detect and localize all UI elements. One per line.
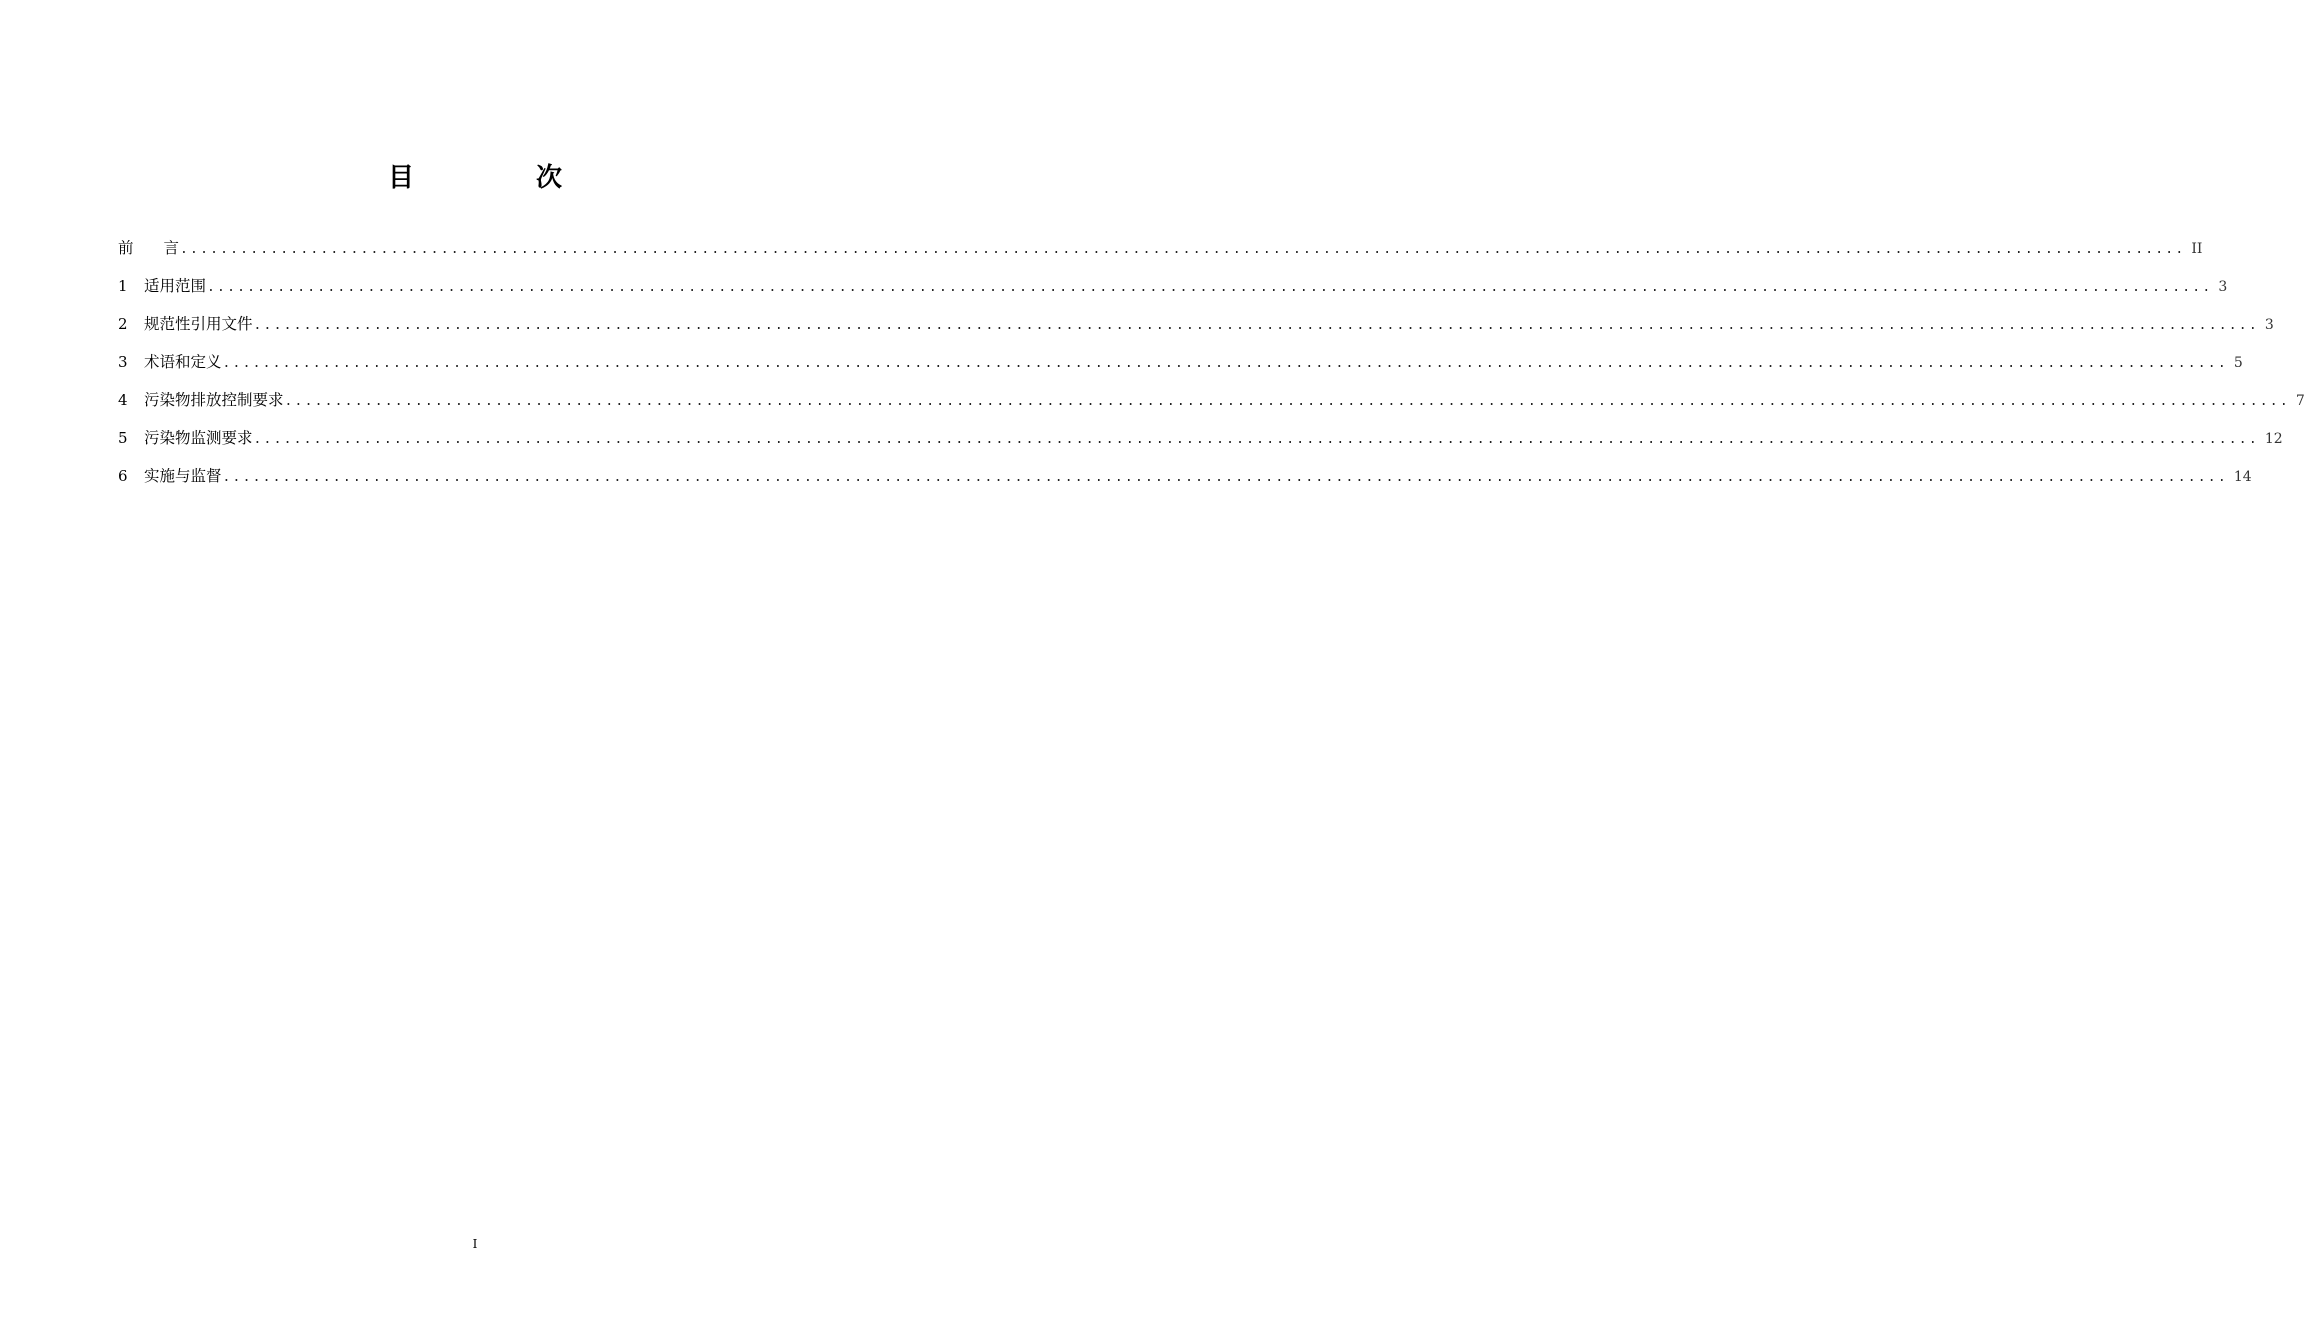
toc-entry-number: 4 xyxy=(118,391,128,409)
page-number: I xyxy=(472,1237,478,1251)
toc-entry-leader: ........................................................................................................................................................................................................ xyxy=(253,318,2259,333)
toc-entry-page: 12 xyxy=(2264,431,2283,447)
toc-entry-label: 实施与监督 xyxy=(144,467,222,485)
toc-entry-leader: ........................................................................................................................................................................................................ xyxy=(253,432,2259,447)
toc-entry-leader: ........................................................................................................................................................................................................ xyxy=(180,242,2186,257)
toc-entry-4[interactable] xyxy=(118,388,2305,426)
toc-entry-label: 前言 xyxy=(118,239,210,257)
toc-entry-3[interactable] xyxy=(118,350,2243,388)
toc-entry-leader: ........................................................................................................................................................................................................ xyxy=(207,280,2213,295)
toc-entry-number: 5 xyxy=(118,429,128,447)
toc-entry-number: 6 xyxy=(118,467,128,485)
toc-entry-leader: ........................................................................................................................................................................................................ xyxy=(284,394,2290,409)
toc-entry-preface[interactable] xyxy=(118,236,2203,274)
toc-entry-5[interactable] xyxy=(118,426,2283,464)
toc-entry-2[interactable] xyxy=(118,312,2274,350)
toc-entry-label: 污染物监测要求 xyxy=(144,429,253,447)
toc-entry-page: 5 xyxy=(2233,355,2243,371)
toc-entry-page: II xyxy=(2191,241,2203,257)
toc-entry-page: 7 xyxy=(2295,393,2305,409)
toc-entry-label: 适用范围 xyxy=(144,277,207,295)
toc-entry-label: 规范性引用文件 xyxy=(144,315,253,333)
toc-entry-page: 3 xyxy=(2264,317,2274,333)
toc-entry-label: 污染物排放控制要求 xyxy=(144,391,284,409)
toc-entry-number: 3 xyxy=(118,353,128,371)
toc-entry-leader: ........................................................................................................................................................................................................ xyxy=(222,470,2228,485)
toc-entry-number: 2 xyxy=(118,315,128,333)
toc-entry-label: 术语和定义 xyxy=(144,353,222,371)
toc-entry-6[interactable] xyxy=(118,464,2252,502)
page-title: 目 次 xyxy=(387,163,610,193)
table-of-contents xyxy=(118,236,2305,502)
toc-entry-number: 1 xyxy=(118,277,128,295)
toc-entry-page: 3 xyxy=(2218,279,2228,295)
toc-entry-leader: ........................................................................................................................................................................................................ xyxy=(222,356,2228,371)
toc-entry-1[interactable] xyxy=(118,274,2228,312)
toc-entry-page: 14 xyxy=(2233,469,2252,485)
